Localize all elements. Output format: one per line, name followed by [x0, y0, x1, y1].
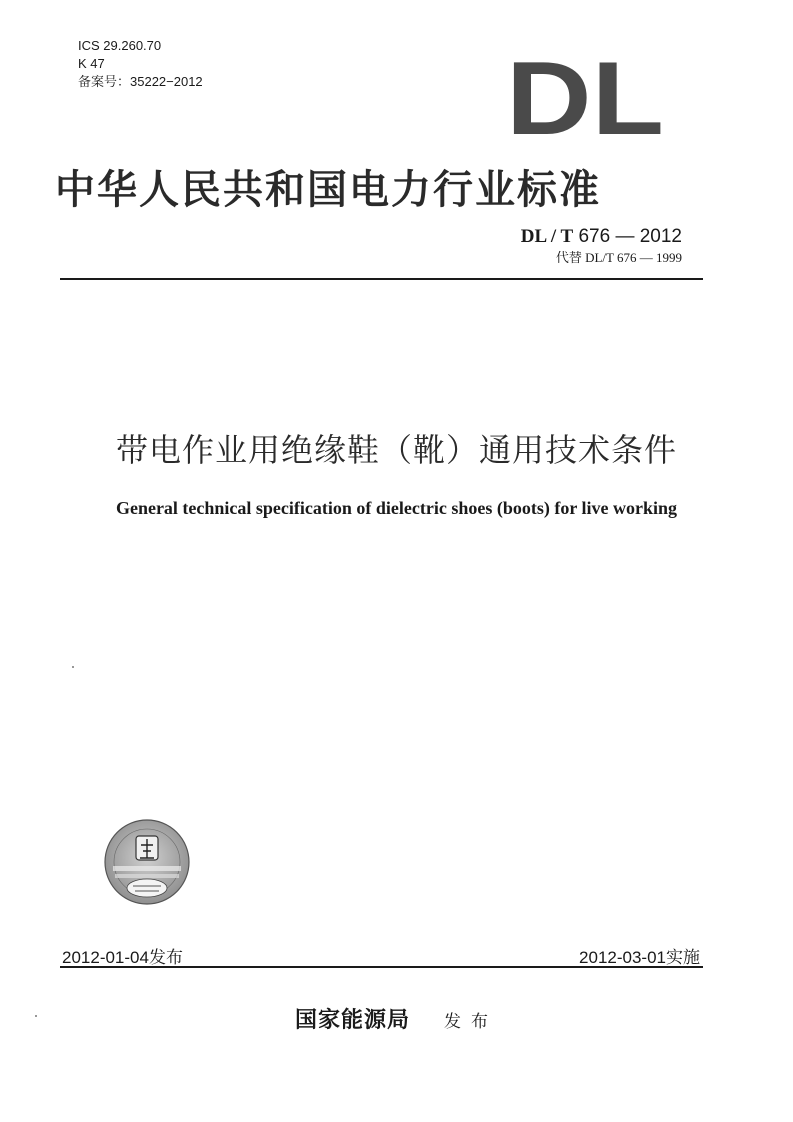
document-title-chinese: 带电作业用绝缘鞋（靴）通用技术条件	[115, 431, 677, 469]
publisher-action: 发布	[444, 1012, 498, 1032]
publisher-line	[0, 1003, 793, 1034]
standard-number	[521, 226, 682, 248]
document-title-english: General technical specification of dielectric shoes (boots) for live working	[115, 498, 678, 518]
standard-number-prefix: DL / T	[520, 226, 574, 247]
scan-speck	[35, 1015, 37, 1017]
bottom-divider	[60, 966, 703, 968]
issue-date: 2012-01-04发布	[62, 948, 183, 967]
implementation-date: 2012-03-01实施	[579, 948, 700, 967]
classification-code: K 47	[78, 56, 105, 71]
dl-logo	[506, 58, 664, 136]
organization-title: 中华人民共和国电力行业标准	[55, 166, 601, 213]
dl-logo-text: DL	[506, 58, 664, 136]
top-divider	[60, 278, 703, 280]
standard-number-value: 676 — 2012	[578, 226, 682, 247]
publisher-name: 国家能源局	[294, 1007, 410, 1033]
replaces-standard: 代替 DL/T 676 — 1999	[555, 250, 682, 265]
ics-code: ICS 29.260.70	[78, 38, 162, 53]
filing-number: 备案号：35222−2012	[78, 74, 203, 89]
anti-counterfeit-seal-icon	[103, 818, 191, 906]
scan-speck	[72, 666, 74, 668]
